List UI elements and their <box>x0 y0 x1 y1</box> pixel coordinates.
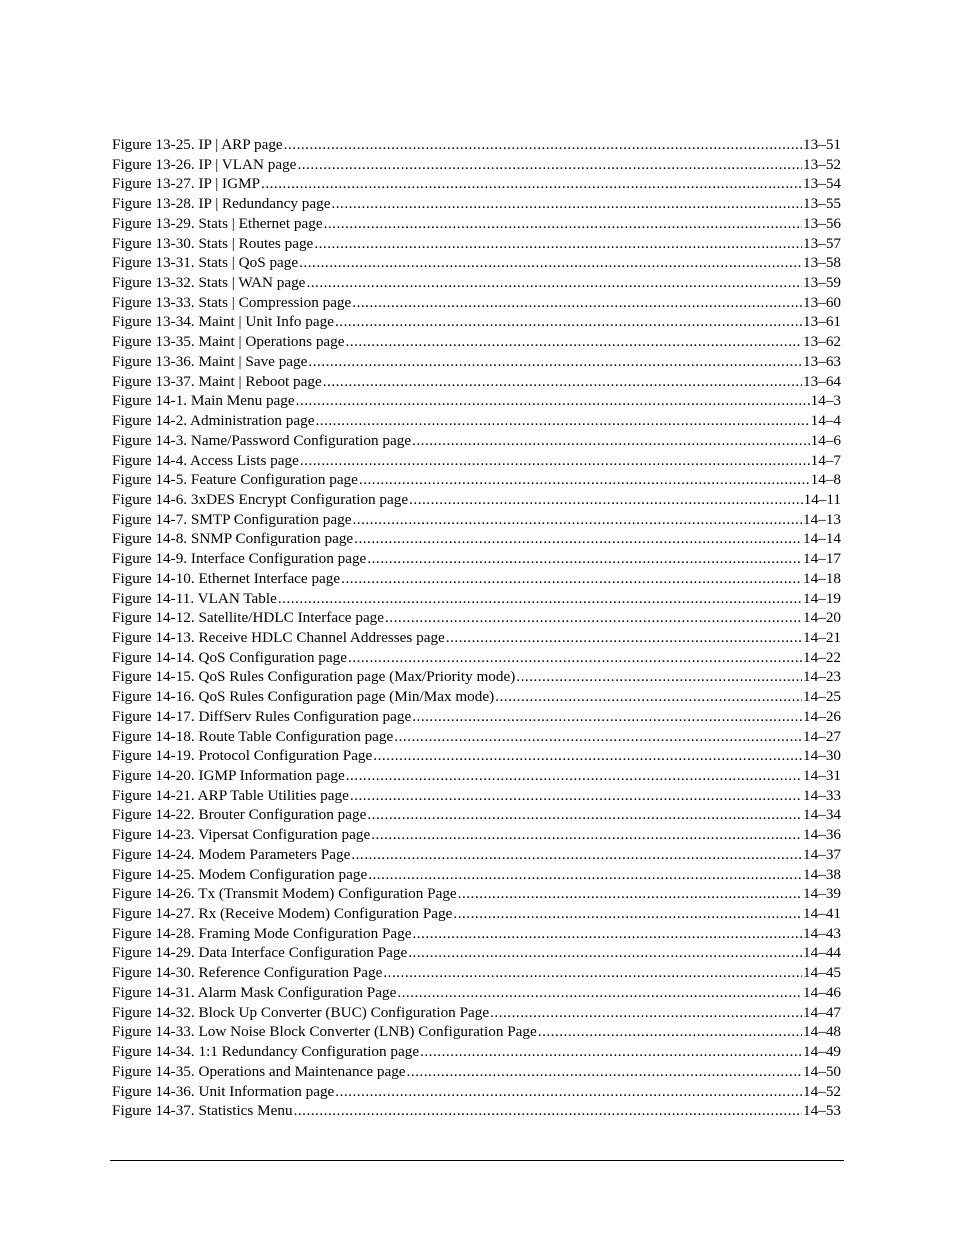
dot-leader <box>453 904 802 924</box>
toc-entry[interactable] <box>112 372 841 392</box>
dot-leader <box>407 1062 803 1082</box>
dot-leader <box>359 470 810 490</box>
dot-leader <box>306 273 802 293</box>
toc-entry-label: Figure 13-30. Stats | Routes page <box>112 234 314 252</box>
toc-entry-page-number: 14–36 <box>803 826 841 844</box>
toc-entry-page-number: 13–55 <box>803 195 841 213</box>
toc-entry-page-number: 13–59 <box>803 274 841 292</box>
toc-entry[interactable] <box>112 1042 841 1062</box>
toc-entry-label: Figure 14-11. VLAN Table <box>112 589 277 607</box>
toc-entry[interactable] <box>112 766 841 786</box>
toc-entry[interactable] <box>112 884 841 904</box>
toc-entry[interactable] <box>112 451 841 471</box>
toc-entry-page-number: 13–62 <box>803 333 841 351</box>
toc-entry-page-number: 13–64 <box>803 372 841 390</box>
dot-leader <box>352 293 802 313</box>
toc-entry-page-number: 14–43 <box>803 924 841 942</box>
toc-entry-page-number: 14–53 <box>803 1102 841 1120</box>
toc-entry[interactable] <box>112 904 841 924</box>
toc-entry-label: Figure 14-15. QoS Rules Configuration page (Max/Priority mode) <box>112 668 516 686</box>
dot-leader <box>261 174 802 194</box>
dot-leader <box>373 746 802 766</box>
dot-leader <box>324 214 802 234</box>
toc-entry-label: Figure 14-1. Main Menu page <box>112 392 295 410</box>
dot-leader <box>299 253 802 273</box>
toc-entry-label: Figure 14-9. Interface Configuration page <box>112 550 367 568</box>
toc-entry-page-number: 14–48 <box>803 1023 841 1041</box>
dot-leader <box>368 865 802 885</box>
toc-entry-label: Figure 13-34. Maint | Unit Info page <box>112 313 334 331</box>
toc-entry-page-number: 14–22 <box>803 648 841 666</box>
toc-entry[interactable] <box>112 805 841 825</box>
toc-entry-label: Figure 14-32. Block Up Converter (BUC) Configuration Page <box>112 1003 490 1021</box>
toc-entry[interactable] <box>112 431 841 451</box>
toc-entry-page-number: 14–50 <box>803 1062 841 1080</box>
toc-entry-page-number: 14–49 <box>803 1043 841 1061</box>
toc-entry[interactable] <box>112 253 841 273</box>
dot-leader <box>296 391 810 411</box>
toc-entry-page-number: 14–27 <box>803 727 841 745</box>
toc-entry-page-number: 14–31 <box>803 767 841 784</box>
toc-entry-label: Figure 13-28. IP | Redundancy page <box>112 195 331 213</box>
dot-leader <box>397 983 802 1003</box>
toc-entry[interactable] <box>112 234 841 254</box>
toc-entry-label: Figure 14-12. Satellite/HDLC Interface page <box>112 609 385 627</box>
toc-entry[interactable] <box>112 727 841 747</box>
dot-leader <box>413 924 803 944</box>
toc-entry[interactable] <box>112 352 841 372</box>
toc-entry[interactable] <box>112 746 841 766</box>
toc-entry-label: Figure 13-35. Maint | Operations page <box>112 333 345 351</box>
toc-entry[interactable] <box>112 1003 841 1023</box>
footer-rule <box>110 1160 844 1161</box>
toc-entry-label: Figure 14-33. Low Noise Block Converter (LNB) Configuration Page <box>112 1023 537 1041</box>
toc-entry-page-number: 13–61 <box>803 313 841 331</box>
toc-entry-label: Figure 14-16. QoS Rules Configuration page (Min/Max mode) <box>112 688 495 706</box>
toc-entry[interactable] <box>112 470 841 490</box>
toc-entry[interactable] <box>112 549 841 569</box>
toc-entry-label: Figure 14-37. Statistics Menu <box>112 1102 293 1120</box>
toc-entry-label: Figure 14-35. Operations and Maintenance page <box>112 1062 406 1080</box>
dot-leader <box>346 766 802 786</box>
dot-leader <box>284 135 802 155</box>
dot-leader <box>354 529 802 549</box>
dot-leader <box>495 687 802 707</box>
dot-leader <box>446 628 802 648</box>
toc-entry-page-number: 14–23 <box>803 668 841 686</box>
toc-entry-page-number: 14–21 <box>803 628 841 646</box>
dot-leader <box>297 155 802 175</box>
toc-entry[interactable] <box>112 845 841 865</box>
toc-entry-label: Figure 13-31. Stats | QoS page <box>112 254 299 272</box>
toc-entry[interactable] <box>112 135 841 155</box>
dot-leader <box>420 1042 802 1062</box>
toc-entry-page-number: 13–58 <box>803 254 841 272</box>
dot-leader <box>408 943 802 963</box>
toc-entry-page-number: 14–34 <box>803 806 841 824</box>
dot-leader <box>371 825 802 845</box>
toc-entry-page-number: 13–57 <box>803 234 841 252</box>
toc-entry-label: Figure 13-37. Maint | Reboot page <box>112 372 322 390</box>
toc-entry[interactable] <box>112 510 841 530</box>
toc-entry-page-number: 14–19 <box>803 589 841 607</box>
dot-leader <box>490 1003 802 1023</box>
toc-entry[interactable] <box>112 983 841 1003</box>
toc-entry-label: Figure 14-31. Alarm Mask Configuration Page <box>112 983 397 1001</box>
toc-entry[interactable] <box>112 589 841 609</box>
toc-entry-label: Figure 14-6. 3xDES Encrypt Configuration page <box>112 490 409 508</box>
toc-entry-label: Figure 14-27. Rx (Receive Modem) Configuration Page <box>112 905 453 923</box>
toc-entry-page-number: 14–26 <box>803 707 841 725</box>
toc-entry-label: Figure 13-26. IP | VLAN page <box>112 155 297 173</box>
toc-entry-label: Figure 14-29. Data Interface Configuration Page <box>112 944 408 962</box>
dot-leader <box>367 805 802 825</box>
toc-entry-page-number: 14–41 <box>803 905 841 923</box>
dot-leader <box>412 707 802 727</box>
toc-entry-label: Figure 14-7. SMTP Configuration page <box>112 510 352 528</box>
toc-entry-label: Figure 13-32. Stats | WAN page <box>112 274 306 292</box>
toc-entry[interactable] <box>112 865 841 885</box>
dot-leader <box>350 786 802 806</box>
toc-entry-page-number: 14–52 <box>803 1082 841 1100</box>
dot-leader <box>538 1022 802 1042</box>
toc-entry-label: Figure 14-36. Unit Information page <box>112 1082 335 1100</box>
toc-entry-label: Figure 14-17. DiffServ Rules Configuration page <box>112 707 412 725</box>
dot-leader <box>352 510 802 530</box>
toc-entry[interactable] <box>112 155 841 175</box>
dot-leader <box>331 194 802 214</box>
toc-entry-label: Figure 14-20. IGMP Information page <box>112 767 345 784</box>
toc-entry-label: Figure 14-23. Vipersat Configuration page <box>112 826 371 844</box>
toc-entry-page-number: 14–39 <box>803 885 841 903</box>
dot-leader <box>348 648 802 668</box>
toc-entry-page-number: 14–25 <box>803 688 841 706</box>
toc-entry[interactable] <box>112 293 841 313</box>
toc-entry-page-number: 14–47 <box>803 1003 841 1021</box>
toc-entry[interactable] <box>112 490 841 510</box>
toc-entry[interactable] <box>112 391 841 411</box>
toc-entry-label: Figure 14-13. Receive HDLC Channel Addresses page <box>112 628 445 646</box>
toc-entry-label: Figure 13-25. IP | ARP page <box>112 136 283 153</box>
toc-entry-label: Figure 14-22. Brouter Configuration page <box>112 806 367 824</box>
dot-leader <box>385 608 802 628</box>
toc-entry-page-number: 14–38 <box>803 865 841 883</box>
toc-entry[interactable] <box>112 214 841 234</box>
dot-leader <box>314 234 802 254</box>
toc-entry-label: Figure 14-18. Route Table Configuration page <box>112 727 394 745</box>
dot-leader <box>383 963 802 983</box>
dot-leader <box>294 1101 802 1121</box>
toc-entry[interactable] <box>112 1082 841 1102</box>
toc-entry[interactable] <box>112 667 841 687</box>
dot-leader <box>394 727 802 747</box>
toc-entry-page-number: 14–45 <box>803 964 841 982</box>
dot-leader <box>516 667 802 687</box>
toc-entry-page-number: 13–60 <box>803 293 841 311</box>
toc-entry-label: Figure 13-27. IP | IGMP <box>112 175 261 193</box>
toc-entry-label: Figure 14-30. Reference Configuration Page <box>112 964 383 982</box>
toc-entry[interactable] <box>112 411 841 431</box>
toc-entry-page-number: 14–44 <box>803 944 841 962</box>
toc-entry[interactable] <box>112 529 841 549</box>
toc-entry-page-number: 14–4 <box>810 412 841 430</box>
dot-leader <box>458 884 802 904</box>
toc-entry[interactable] <box>112 943 841 963</box>
toc-entry[interactable] <box>112 332 841 352</box>
dot-leader <box>315 411 809 431</box>
dot-leader <box>335 1082 802 1102</box>
toc-entry-page-number: 14–33 <box>803 786 841 804</box>
toc-entry-page-number: 14–17 <box>803 550 841 568</box>
toc-entry-page-number: 13–54 <box>803 175 841 193</box>
dot-leader <box>323 372 802 392</box>
toc-entry-label: Figure 14-5. Feature Configuration page <box>112 471 358 489</box>
toc-entry-label: Figure 14-21. ARP Table Utilities page <box>112 786 349 804</box>
dot-leader <box>351 845 802 865</box>
toc-entry[interactable] <box>112 924 841 944</box>
toc-entry-label: Figure 14-26. Tx (Transmit Modem) Configuration Page <box>112 885 457 903</box>
toc-entry-label: Figure 13-33. Stats | Compression page <box>112 293 352 311</box>
toc-entry-label: Figure 14-28. Framing Mode Configuration Page <box>112 924 412 942</box>
toc-entry[interactable] <box>112 273 841 293</box>
toc-entry-label: Figure 14-19. Protocol Configuration Page <box>112 747 373 765</box>
dot-leader <box>367 549 802 569</box>
toc-entry[interactable] <box>112 963 841 983</box>
toc-entry-page-number: 14–18 <box>803 569 841 587</box>
toc-entry[interactable] <box>112 312 841 332</box>
dot-leader <box>341 569 802 589</box>
dot-leader <box>278 589 802 609</box>
toc-entry-page-number: 14–37 <box>803 845 841 863</box>
toc-entry-label: Figure 14-3. Name/Password Configuration page <box>112 431 412 449</box>
toc-entry[interactable] <box>112 608 841 628</box>
toc-entry[interactable] <box>112 825 841 845</box>
toc-entry-page-number: 14–11 <box>803 490 841 508</box>
dot-leader <box>409 490 802 510</box>
dot-leader <box>346 332 803 352</box>
toc-entry-label: Figure 14-4. Access Lists page <box>112 451 299 469</box>
toc-entry[interactable] <box>112 707 841 727</box>
toc-entry-page-number: 13–63 <box>803 352 841 370</box>
toc-entry[interactable] <box>112 1022 841 1042</box>
dot-leader <box>335 312 802 332</box>
toc-entry-page-number: 14–14 <box>803 530 841 548</box>
toc-entry-label: Figure 14-25. Modem Configuration page <box>112 865 368 883</box>
toc-entry-page-number: 13–56 <box>803 214 841 232</box>
toc-entry[interactable] <box>112 1101 841 1121</box>
toc-entry[interactable] <box>112 194 841 214</box>
toc-entry-page-number: 14–6 <box>810 431 841 449</box>
dot-leader <box>412 431 810 451</box>
toc-entry[interactable] <box>112 628 841 648</box>
toc-entry-label: Figure 14-14. QoS Configuration page <box>112 648 347 666</box>
dot-leader <box>300 451 810 471</box>
toc-entry[interactable] <box>112 687 841 707</box>
toc-entry[interactable] <box>112 174 841 194</box>
toc-entry-page-number: 14–8 <box>810 471 841 489</box>
toc-entry-page-number: 14–3 <box>810 392 841 410</box>
table-of-figures <box>112 135 841 1121</box>
toc-entry-page-number: 14–20 <box>803 609 841 627</box>
toc-entry-label: Figure 13-29. Stats | Ethernet page <box>112 214 323 232</box>
toc-entry[interactable] <box>112 1062 841 1082</box>
toc-entry-label: Figure 14-10. Ethernet Interface page <box>112 569 341 587</box>
toc-entry-page-number: 13–51 <box>803 136 841 153</box>
toc-entry[interactable] <box>112 648 841 668</box>
toc-entry-page-number: 13–52 <box>803 155 841 173</box>
toc-entry-label: Figure 14-34. 1:1 Redundancy Configuration page <box>112 1043 420 1061</box>
dot-leader <box>308 352 802 372</box>
toc-entry-page-number: 14–30 <box>803 747 841 765</box>
toc-entry-page-number: 14–7 <box>810 451 841 469</box>
toc-entry-label: Figure 13-36. Maint | Save page <box>112 352 308 370</box>
toc-entry-page-number: 14–13 <box>803 510 841 528</box>
toc-entry-label: Figure 14-8. SNMP Configuration page <box>112 530 354 548</box>
toc-entry-label: Figure 14-24. Modem Parameters Page <box>112 845 351 863</box>
toc-entry-label: Figure 14-2. Administration page <box>112 412 315 430</box>
toc-entry[interactable] <box>112 569 841 589</box>
toc-entry[interactable] <box>112 786 841 806</box>
toc-entry-page-number: 14–46 <box>803 983 841 1001</box>
